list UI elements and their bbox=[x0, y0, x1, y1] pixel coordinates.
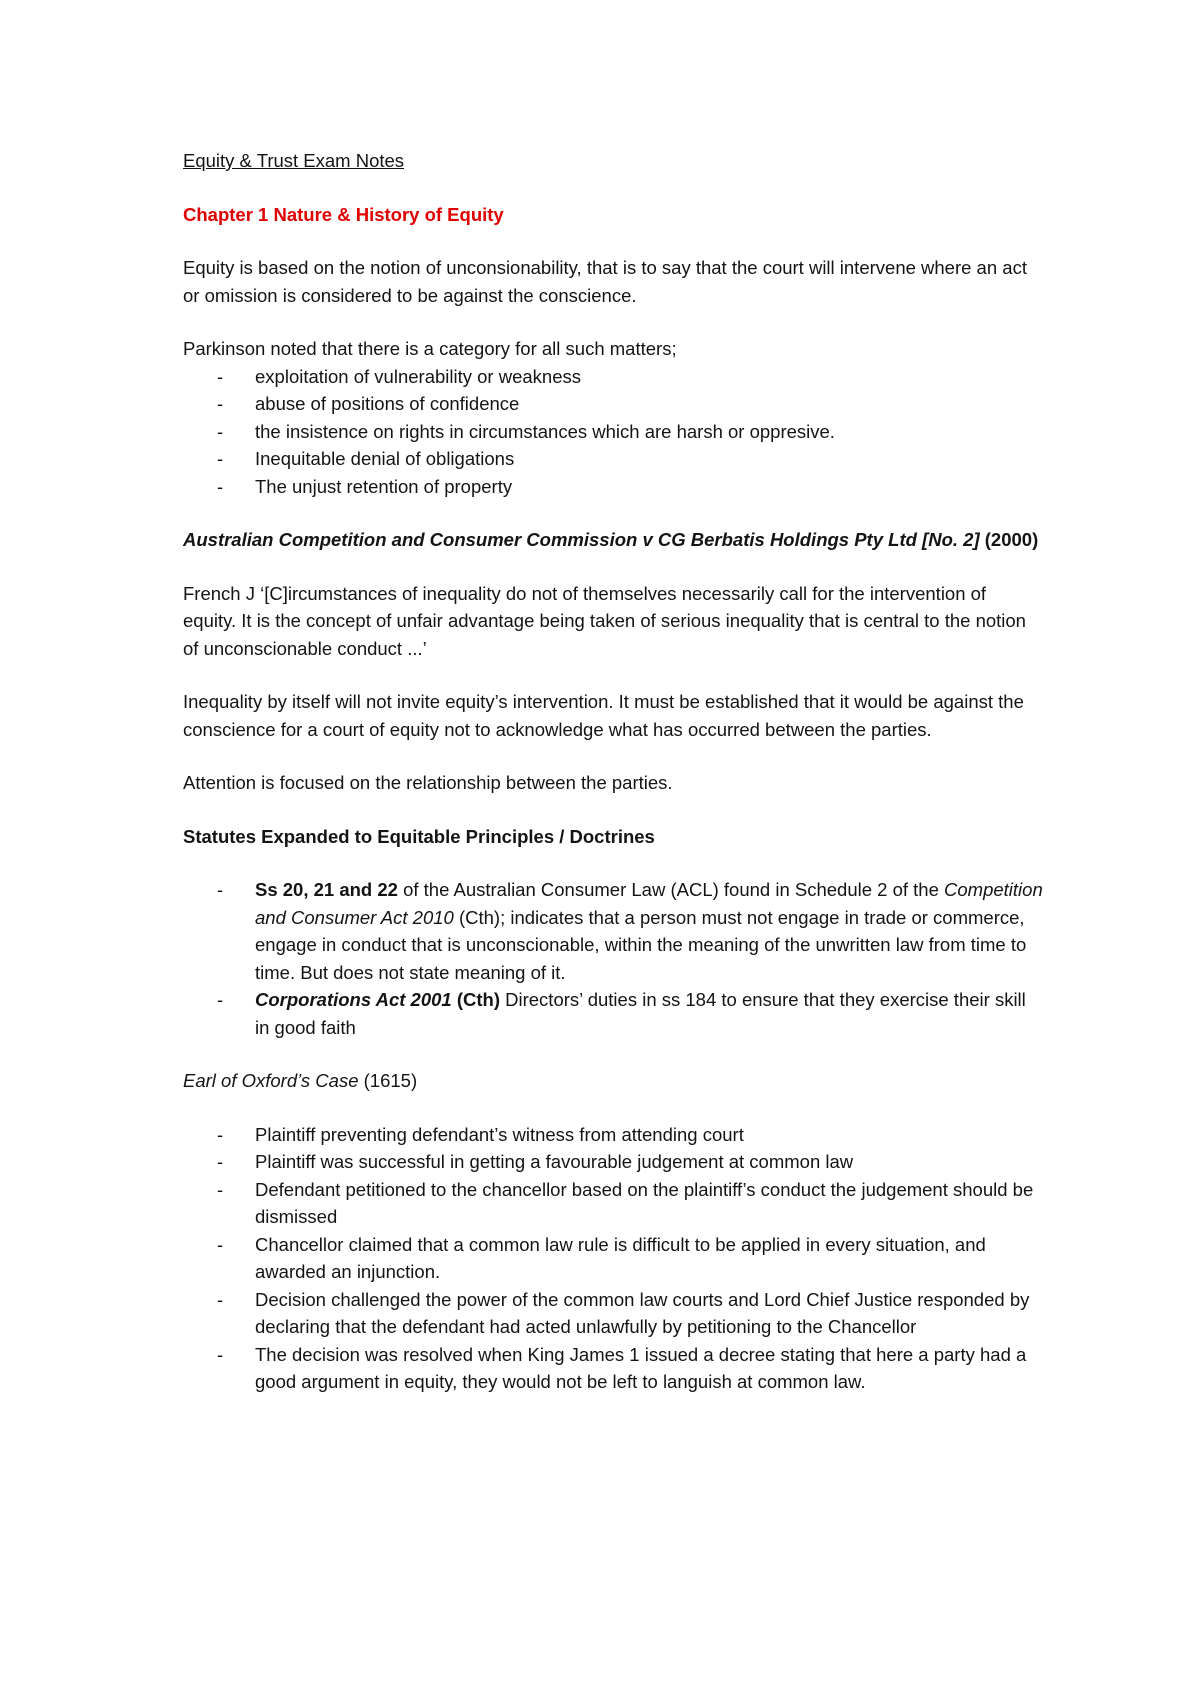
acl-text-a: of the Australian Consumer Law (ACL) found in Schedule 2 of the bbox=[397, 879, 945, 900]
document-title: Equity & Trust Exam Notes bbox=[183, 150, 405, 171]
inequality-paragraph: Inequality by itself will not invite equity’s intervention. It must be established that it would be against the conscience for a court of equity not to acknowledge what has occurred between the parties. bbox=[183, 691, 1024, 740]
bullet-dash: - bbox=[217, 475, 224, 497]
list-item-text: abuse of positions of confidence bbox=[255, 393, 520, 414]
list-item-text: Plaintiff was successful in getting a favourable judgement at common law bbox=[255, 1151, 854, 1172]
corps-jurisdiction: (Cth) bbox=[451, 989, 500, 1010]
parkinson-intro: Parkinson noted that there is a category for all such matters; bbox=[183, 338, 677, 359]
list-item-text: The decision was resolved when King James 1 issued a decree stating that here a party had a good argument in equity, they would not be left to languish at common law. bbox=[255, 1343, 1027, 1392]
oxford-case-heading bbox=[183, 1067, 1043, 1095]
list-item bbox=[183, 1176, 1043, 1231]
bullet-dash: - bbox=[217, 420, 224, 442]
list-item-text: Chancellor claimed that a common law rule is difficult to be applied in every situation, and awarded an injunction. bbox=[255, 1233, 986, 1282]
bullet-dash: - bbox=[217, 1123, 224, 1145]
acl-sections: Ss 20, 21 and 22 bbox=[255, 879, 398, 900]
list-item-text: Inequitable denial of obligations bbox=[255, 448, 515, 469]
bullet-dash: - bbox=[217, 989, 224, 1010]
list-item-text: Defendant petitioned to the chancellor based on the plaintiff’s conduct the judgement should be dismissed bbox=[255, 1178, 1034, 1227]
acl-act-name: Competition and Consumer Act 2010 bbox=[255, 879, 1043, 928]
list-item-text: Plaintiff preventing defendant’s witness from attending court bbox=[255, 1123, 744, 1145]
list-item-text: the insistence on rights in circumstances which are harsh or oppresive. bbox=[255, 420, 835, 442]
bullet-dash: - bbox=[217, 1151, 224, 1172]
list-item bbox=[183, 418, 1043, 446]
bullet-dash: - bbox=[217, 1343, 224, 1365]
list-item bbox=[183, 445, 1043, 473]
parkinson-list bbox=[183, 363, 1043, 501]
list-item bbox=[183, 876, 1043, 986]
bullet-dash: - bbox=[217, 1233, 224, 1255]
corps-act-name: Corporations Act 2001 bbox=[255, 989, 452, 1010]
french-quote: French J ‘[C]ircumstances of inequality do not of themselves necessarily call for the intervention of equity. It is the concept of unfair advantage being taken of serious inequality that is central to the notion of unconscionable conduct ...’ bbox=[183, 582, 1026, 659]
bullet-dash: - bbox=[217, 879, 224, 900]
list-item bbox=[183, 1231, 1043, 1286]
list-item bbox=[183, 986, 1043, 1041]
bullet-dash: - bbox=[217, 448, 224, 469]
accc-case-heading bbox=[183, 526, 1043, 554]
bullet-dash: - bbox=[217, 1178, 224, 1200]
statutes-list bbox=[183, 876, 1043, 1041]
list-item-text: exploitation of vulnerability or weakness bbox=[255, 365, 581, 387]
list-item bbox=[183, 363, 1043, 391]
list-item bbox=[183, 1286, 1043, 1341]
chapter-heading: Chapter 1 Nature & History of Equity bbox=[183, 203, 504, 225]
list-item bbox=[183, 390, 1043, 418]
oxford-list bbox=[183, 1121, 1043, 1396]
accc-case-year: (2000) bbox=[984, 529, 1039, 550]
oxford-case-year: (1615) bbox=[358, 1070, 418, 1091]
list-item bbox=[183, 1341, 1043, 1396]
statutes-heading: Statutes Expanded to Equitable Principles / Doctrines bbox=[183, 825, 655, 847]
list-item-text: Decision challenged the power of the common law courts and Lord Chief Justice responded by declaring that the defendant had acted unlawfully by petitioning to the Chancellor bbox=[255, 1288, 1030, 1337]
oxford-case-name: Earl of Oxford’s Case bbox=[183, 1070, 359, 1091]
accc-case-name: Australian Competition and Consumer Commission v CG Berbatis Holdings Pty Ltd [No. 2] bbox=[183, 529, 980, 550]
list-item-text: The unjust retention of property bbox=[255, 475, 513, 497]
acl-text-b: (Cth); indicates that a person must not engage in trade or commerce, engage in conduct that is unconscionable, within the meaning of the unwritten law from time to time. But does not state meaning of it. bbox=[255, 906, 1027, 983]
bullet-dash: - bbox=[217, 365, 224, 387]
document-body bbox=[183, 147, 1043, 1396]
bullet-dash: - bbox=[217, 1288, 224, 1310]
list-item bbox=[183, 1148, 1043, 1176]
bullet-dash: - bbox=[217, 393, 224, 414]
intro-paragraph: Equity is based on the notion of unconsionability, that is to say that the court will intervene where an act or omission is considered to be against the conscience. bbox=[183, 257, 1027, 306]
corps-text: Directors’ duties in ss 184 to ensure that they exercise their skill in good faith bbox=[255, 989, 1026, 1038]
attention-paragraph: Attention is focused on the relationship between the parties. bbox=[183, 772, 673, 793]
list-item bbox=[183, 473, 1043, 501]
list-item bbox=[183, 1121, 1043, 1149]
